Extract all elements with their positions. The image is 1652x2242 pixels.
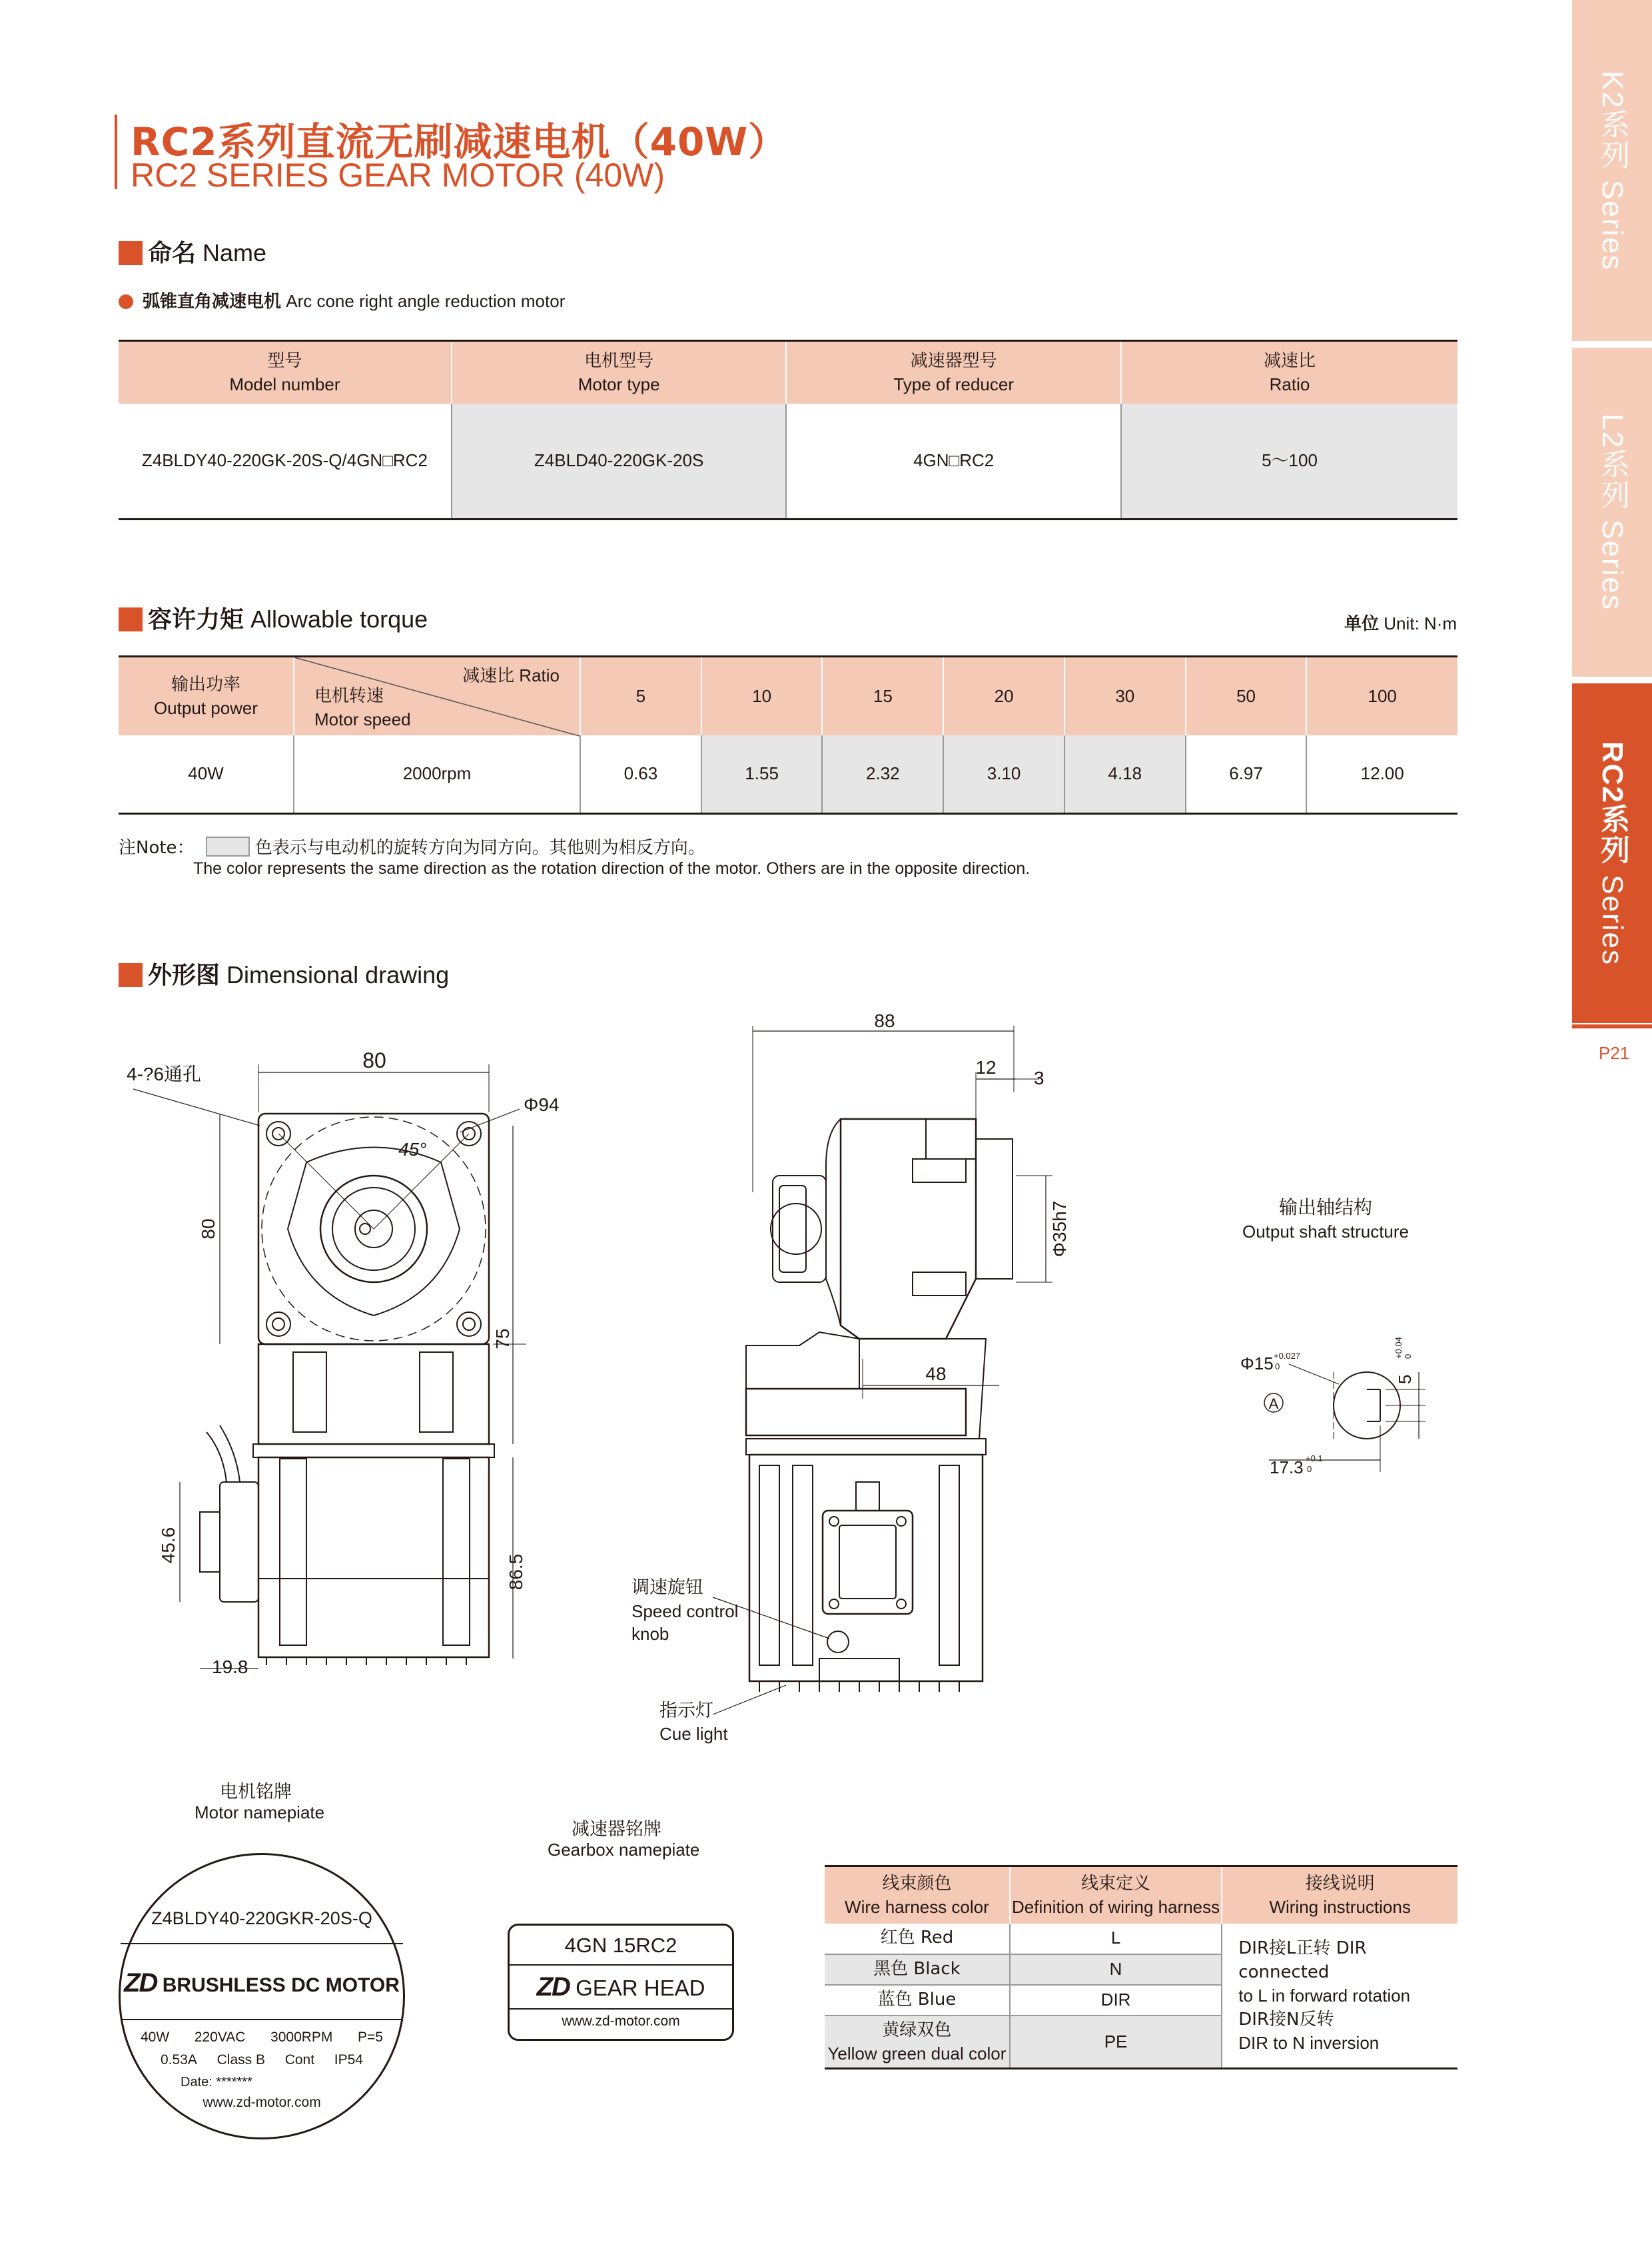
gearbox-nameplate: [508, 1924, 734, 2041]
side-view: [713, 1026, 1052, 1714]
section-drawing-cn: 外形图: [148, 962, 220, 989]
section-torque-heading: [119, 601, 428, 635]
shaft-title-cn: 输出轴结构: [1278, 1196, 1373, 1218]
torque-unit: [1344, 610, 1457, 635]
naming-table: [119, 340, 1457, 520]
side-tab-l2[interactable]: [1572, 348, 1652, 677]
instr-line: DIR接L正转 DIR connected: [1238, 1938, 1367, 1982]
dim-86-5-label: 86.5: [506, 1553, 526, 1591]
side-tab-k2[interactable]: [1572, 0, 1652, 341]
naming-cell-model: Z4BLDY40-220GK-20S-Q/4GN□RC2: [119, 404, 452, 520]
torque-value: 1.55: [701, 735, 823, 814]
wire-color-red: 红色 Red: [825, 1924, 1010, 1954]
page-title-en: RC2 SERIES GEAR MOTOR (40W): [131, 157, 665, 194]
knob-label-en2: knob: [631, 1624, 669, 1644]
motor-plate-model: Z4BLDY40-220GKR-20S-Q: [151, 1908, 372, 1928]
gearbox-plate-model: 4GN 15RC2: [564, 1934, 677, 1957]
plate-divider: [121, 1943, 403, 1944]
key5-tol-up: +0.04: [1394, 1337, 1404, 1359]
unit-en: Unit: N·m: [1384, 613, 1457, 633]
wire-def-N: N: [1010, 1954, 1222, 1985]
motor-plate-name: BRUSHLESS DC MOTOR: [162, 1974, 400, 1996]
tab-rc2-label: RC2系列: [1596, 741, 1629, 865]
side-dim-labels: [631, 1010, 1070, 1744]
section-torque-en: Allowable torque: [250, 605, 428, 633]
ratio-30: 30: [1064, 657, 1186, 735]
shaft-labels: [1240, 1196, 1415, 1477]
wiring-instructions: [1222, 1924, 1457, 2069]
name-bullet: [119, 288, 565, 312]
torque-speed: 2000rpm: [294, 735, 580, 814]
instr-line: to L in forward rotation: [1238, 1985, 1411, 2006]
zd-logo: ZD: [124, 1968, 157, 1998]
knob-label-en1: Speed control: [631, 1601, 739, 1621]
plate-divider: [510, 1964, 732, 1966]
dim-88-label: 88: [874, 1010, 895, 1031]
note-cn: 色表示与电动机的旋转方向为同方向。其他则为相反方向。: [254, 838, 705, 858]
naming-header-motor: 电机型号 Motor type: [452, 341, 787, 404]
gearbox-plate-web: www.zd-motor.com: [562, 2014, 680, 2029]
wiring-table: [825, 1865, 1457, 2069]
side-tab-rc2[interactable]: [1572, 683, 1652, 1023]
front-dim-labels: [127, 1048, 559, 1677]
wire-def-DIR: DIR: [1010, 1985, 1222, 2016]
wire-color-black: 黑色 Black: [825, 1954, 1010, 1985]
torque-value: 12.00: [1360, 763, 1404, 784]
knob-label-cn: 调速旋钮: [631, 1577, 703, 1598]
plate-divider: [121, 2019, 403, 2020]
motor-plate-spec2: [161, 2052, 363, 2068]
speed-label: 电机转速 Motor speed: [314, 686, 411, 730]
ratio-10: 10: [701, 657, 823, 735]
dim17-tol-up: +0.1: [1306, 1453, 1323, 1463]
ratio-label: 减速比 Ratio: [462, 665, 560, 685]
motor-plate-caption-en: Motor namepiate: [195, 1802, 325, 1822]
dim17-label: 17.3: [1270, 1457, 1304, 1477]
torque-value: 2.32: [822, 735, 943, 814]
naming-cell-reducer: 4GN□RC2: [786, 404, 1121, 520]
wiring-header-color: 线束颜色 Wire harness color: [825, 1866, 1010, 1924]
spec-ip: IP54: [334, 2052, 363, 2067]
ratio-50: 50: [1186, 657, 1307, 735]
dim-45deg-label: 45°: [398, 1139, 427, 1160]
torque-header-diagonal: [294, 657, 580, 735]
dim-45-6-label: 45.6: [158, 1527, 179, 1564]
hole-note-label: 4-?6通孔: [127, 1064, 202, 1084]
spec-voltage: 220VAC: [194, 2030, 246, 2045]
tab-underline: [1572, 1024, 1652, 1028]
key5-label: 5: [1395, 1374, 1415, 1384]
torque-value: 6.97: [1186, 735, 1307, 814]
tab-rc2-label-en: Series: [1596, 874, 1629, 966]
spec-rpm: 3000RPM: [270, 2030, 333, 2045]
tab-l2-label: L2系列: [1596, 414, 1629, 510]
naming-header-model: 型号 Model number: [119, 341, 452, 404]
front-view: [133, 1064, 526, 1669]
naming-header-reducer: 减速器型号 Type of reducer: [786, 341, 1121, 404]
dimensional-drawing: [0, 986, 1559, 1744]
plate-divider: [510, 2008, 732, 2010]
shaft-title-en: Output shaft structure: [1242, 1222, 1410, 1242]
motor-nameplate: [119, 1853, 405, 2139]
dim-phi35-label: Φ35h7: [1049, 1200, 1070, 1258]
zd-logo: ZD: [536, 1972, 570, 2002]
dim-80-top-label: 80: [362, 1048, 386, 1072]
dim-12-label: 12: [975, 1057, 997, 1078]
unit-cn: 单位: [1344, 614, 1380, 634]
motor-plate-brand-row: [121, 1968, 403, 1998]
datum-label: A: [1268, 1395, 1279, 1412]
motor-plate-spec1: [141, 2030, 383, 2046]
gearbox-plate-brand-row: [510, 1972, 732, 2002]
dim-phi94-label: Φ94: [524, 1094, 560, 1115]
dim-3-label: 3: [1034, 1068, 1044, 1088]
torque-table: [119, 655, 1457, 815]
title-bar: [115, 115, 117, 189]
light-label-cn: 指示灯: [659, 1700, 713, 1721]
motor-plate-date: Date: *******: [181, 2075, 252, 2089]
page-title-cn: RC2系列直流无刷减速电机（40W）: [131, 119, 788, 165]
ratio-15: 15: [822, 657, 943, 735]
bullet-en: Arc cone right angle reduction motor: [286, 291, 566, 311]
section-name-cn: 命名: [148, 240, 197, 267]
gearbox-plate-name: GEAR HEAD: [576, 1976, 705, 2000]
dim-75-label: 75: [492, 1328, 513, 1349]
wire-def-L: L: [1010, 1924, 1222, 1954]
section-name-en: Name: [203, 239, 267, 266]
page-number: P21: [1599, 1043, 1630, 1063]
dim17-tol-lo: 0: [1307, 1464, 1312, 1474]
ratio-20: 20: [943, 657, 1064, 735]
motor-plate-web: www.zd-motor.com: [203, 2095, 321, 2110]
tab-l2-label-en: Series: [1596, 520, 1629, 611]
section-name-heading: [119, 234, 266, 268]
light-label-en: Cue light: [659, 1724, 728, 1744]
naming-header-ratio: 减速比 Ratio: [1121, 341, 1457, 404]
ratio-100: 100: [1306, 657, 1457, 735]
section-marker: [119, 241, 143, 265]
phi15-tol-lo: 0: [1275, 1361, 1280, 1371]
torque-value: 3.10: [943, 735, 1064, 814]
motor-plate-caption-cn: 电机铭牌: [220, 1782, 292, 1802]
section-marker: [119, 607, 143, 631]
tab-k2-label-en: Series: [1596, 179, 1629, 271]
spec-class: Class B: [216, 2052, 265, 2067]
phi15-tol-up: +0.027: [1274, 1351, 1301, 1361]
torque-header-power: 输出功率 Output power: [119, 657, 294, 735]
phi15-label: Φ15: [1240, 1353, 1274, 1373]
wire-color-pe: 黄绿双色 Yellow green dual color: [825, 2016, 1010, 2069]
key5-tol-lo: 0: [1403, 1353, 1413, 1359]
section-drawing-en: Dimensional drawing: [226, 961, 450, 988]
gearbox-plate-caption-en: Gearbox namepiate: [548, 1840, 700, 1860]
bullet-dot: [119, 294, 133, 309]
note-label: 注Note：: [119, 838, 195, 858]
dim-48-label: 48: [925, 1363, 947, 1384]
instr-line: DIR接N反转: [1238, 2009, 1334, 2030]
gearbox-plate-caption-cn: 减速器铭牌: [572, 1819, 661, 1840]
naming-cell-motor: Z4BLD40-220GK-20S: [452, 404, 787, 520]
dim-19-8-label: 19.8: [212, 1657, 248, 1677]
tab-k2-label: K2系列: [1596, 70, 1629, 171]
ratio-5: 5: [580, 657, 701, 735]
spec-poles: P=5: [358, 2030, 383, 2045]
wiring-header-instr: 接线说明 Wiring instructions: [1222, 1866, 1457, 1924]
bullet-cn: 弧锥直角减速电机: [143, 292, 282, 312]
torque-value: 4.18: [1064, 735, 1186, 814]
section-marker: [119, 963, 143, 987]
torque-value: 0.63: [580, 735, 701, 814]
spec-current: 0.53A: [161, 2052, 197, 2067]
spec-duty: Cont: [284, 2052, 315, 2067]
naming-cell-ratio: 5～100: [1121, 404, 1457, 520]
note-swatch: [206, 837, 250, 857]
spec-power: 40W: [141, 2030, 170, 2045]
torque-power: 40W: [119, 735, 294, 814]
wire-def-PE: PE: [1010, 2016, 1222, 2069]
instr-line: DIR to N inversion: [1238, 2032, 1380, 2053]
torque-note: [119, 834, 705, 859]
wire-color-blue: 蓝色 Blue: [825, 1985, 1010, 2016]
note-en: The color represents the same direction as the rotation direction of the motor. Others are in the opposite direction.: [193, 859, 1031, 878]
section-torque-cn: 容许力矩: [148, 606, 244, 633]
dim-80-side-label: 80: [198, 1218, 218, 1240]
wiring-header-def: 线束定义 Definition of wiring harness: [1010, 1866, 1222, 1924]
